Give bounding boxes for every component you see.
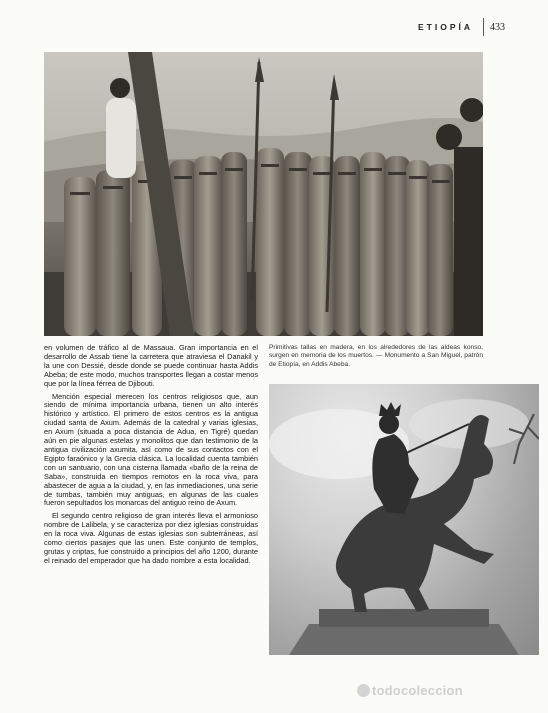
article-body	[44, 344, 258, 566]
photo-san-miguel-monument	[269, 384, 539, 655]
paragraph-3: El segundo centro religioso de gran interés lleva el armonioso nombre de Lalibela, y se caracteriza por diez iglesias construidas en la roca viva. Algunas de estas iglesias son subterráneas, así como ciertos pasajes que las unen. Este conjunto de templos, grutas y criptas, fue construido a principios del año 1200, durante el reinado del emperador que ha dado nombre a esta localidad.	[44, 511, 258, 565]
equestrian-statue-illustration	[269, 384, 539, 655]
konso-carvings-illustration	[44, 52, 483, 336]
page-number: 433	[490, 22, 505, 33]
photo-konso-carvings	[44, 52, 483, 336]
paragraph-1: en volumen de tráfico al de Massaua. Gran importancia en el desarrollo de Assab tiene la carretera que atraviesa el Danakil y la une con Dessié, desde donde se puede continuar hasta Addis Abeba; de este modo, muchos transportes llegan a costar menos que por la línea férrea de Djibouti.	[44, 343, 258, 388]
photo-caption: Primitivas tallas en madera, en los alrededores de las aldeas konso, surgen en memoria de los muertos. — Monumento a San Miguel, patrón de Etiopía, en Addis Abeba.	[269, 344, 483, 368]
watermark: todocoleccion	[372, 683, 463, 698]
running-title: ETIOPÍA	[418, 22, 474, 32]
header-divider	[483, 18, 484, 36]
watermark-logo-icon	[357, 684, 370, 697]
paragraph-2: Mención especial merecen los centros religiosos que, aun siendo de mínima importancia urbana, tienen un alto interés histórico y artístico. El primero de estos centros es la antigua ciudad santa de Axum. Además de la catedral y varias iglesias, en Axum (situada a poca distancia de Adua, en Tigré) quedan aún en pie algunas estelas y monolitos que dan testimonio de la antigua civilización axumita, así como de sus contactos con el Egipto faraónico y la Grecia clásica. La localidad cuenta también con un santuario, con una cisterna llamada «baño de la reina de Saba», construida en tiempos remotos en la roca viva, para abastecer de agua a la ciudad, y, en las inmediaciones, una serie de tumbas, también muy antiguas, en algunas de las cuales fueron sepultados los monarcas del antiguo reino de Axum.	[44, 391, 258, 508]
